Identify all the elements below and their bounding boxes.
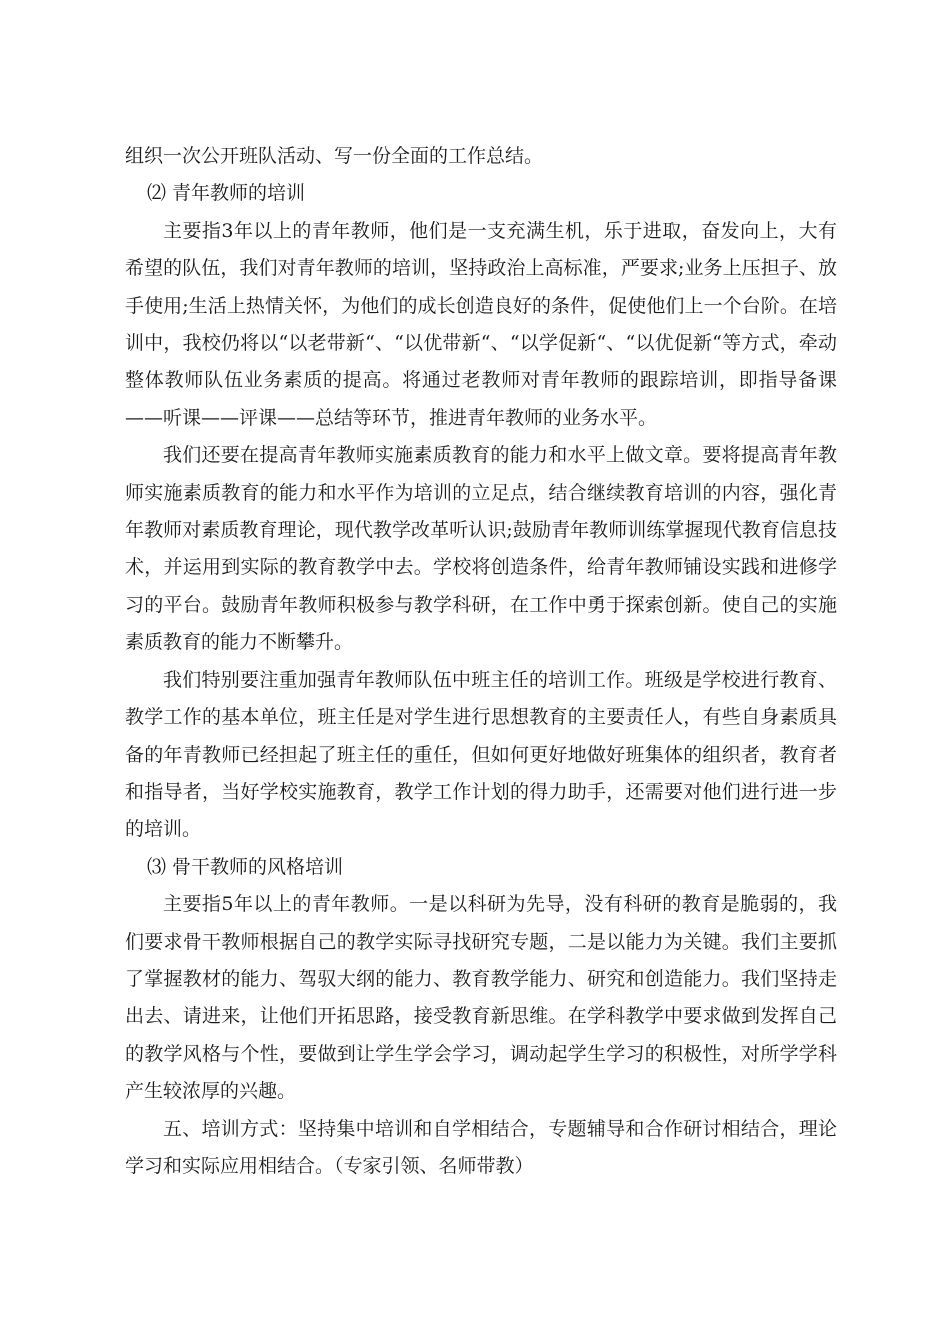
paragraph-quality-education: 我们还要在提高青年教师实施素质教育的能力和水平上做文章。要将提高青年教师实施素质教育的能力和水平作为培训的立足点，结合继续教育培训的内容，强化青年教师对素质教育理论，现代教学改革听认识;鼓励青年教师训练掌握现代教育信息技术，并运用到实际的教育教学中去。学校将创造条件，给青年教师铺设实践和进修学习的平台。鼓励青年教师积极参与教学科研，在工作中勇于探索创新。使自己的实施素质教育的能力不断攀升。 xyxy=(125,444,837,654)
paragraph-backbone-teachers: 主要指5年以上的青年教师。一是以科研为先导，没有科研的教育是脆弱的，我们要求骨干教师根据自己的教学实际寻找研究专题，二是以能力为关键。我们主要抓了掌握教材的能力、驾驭大纲的能力、教育教学能力、研究和创造能力。我们坚持走出去、请进来，让他们开拓思路，接受教育新思维。在学科教学中要求做到发挥自己的教学风格与个性，要做到让学生学会学习，调动起学生学习的积极性，对所学学科产生较浓厚的兴趣。 xyxy=(125,893,837,1103)
paragraph-training-methods: 五、培训方式：坚持集中培训和自学相结合，专题辅导和合作研讨相结合，理论学习和实际应用相结合。（专家引领、名师带教） xyxy=(125,1117,837,1177)
paragraph-young-teachers: 主要指3年以上的青年教师，他们是一支充满生机，乐于进取，奋发向上，大有希望的队伍，我们对青年教师的培训，坚持政治上高标准，严要求;业务上压担子、放手使用;生活上热情关怀，为他们的成长创造良好的条件，促使他们上一个台阶。在培训中，我校仍将以“以老带新“、“以优带新“、“以学促新“、“以优促新“等方式，牵动整体教师队伍业务素质的提高。将通过老教师对青年教师的跟踪培训，即指导备课——听课——评课——总结等环节，推进青年教师的业务水平。 xyxy=(125,219,837,429)
section-heading-young-teacher-training: ⑵ 青年教师的培训 xyxy=(147,182,306,205)
paragraph-class-teacher-training: 我们特别要注重加强青年教师队伍中班主任的培训工作。班级是学校进行教育、教学工作的基本单位，班主任是对学生进行思想教育的主要责任人，有些自身素质具备的年青教师已经担起了班主任的重任，但如何更好地做好班集体的组织者，教育者和指导者，当好学校实施教育，教学工作计划的得力助手，还需要对他们进行进一步的培训。 xyxy=(125,668,837,841)
paragraph-continuation: 组织一次公开班队活动、写一份全面的工作总结。 xyxy=(125,145,544,167)
section-heading-backbone-teacher-training: ⑶ 骨干教师的风格培训 xyxy=(147,855,344,878)
document-page xyxy=(125,138,837,1185)
